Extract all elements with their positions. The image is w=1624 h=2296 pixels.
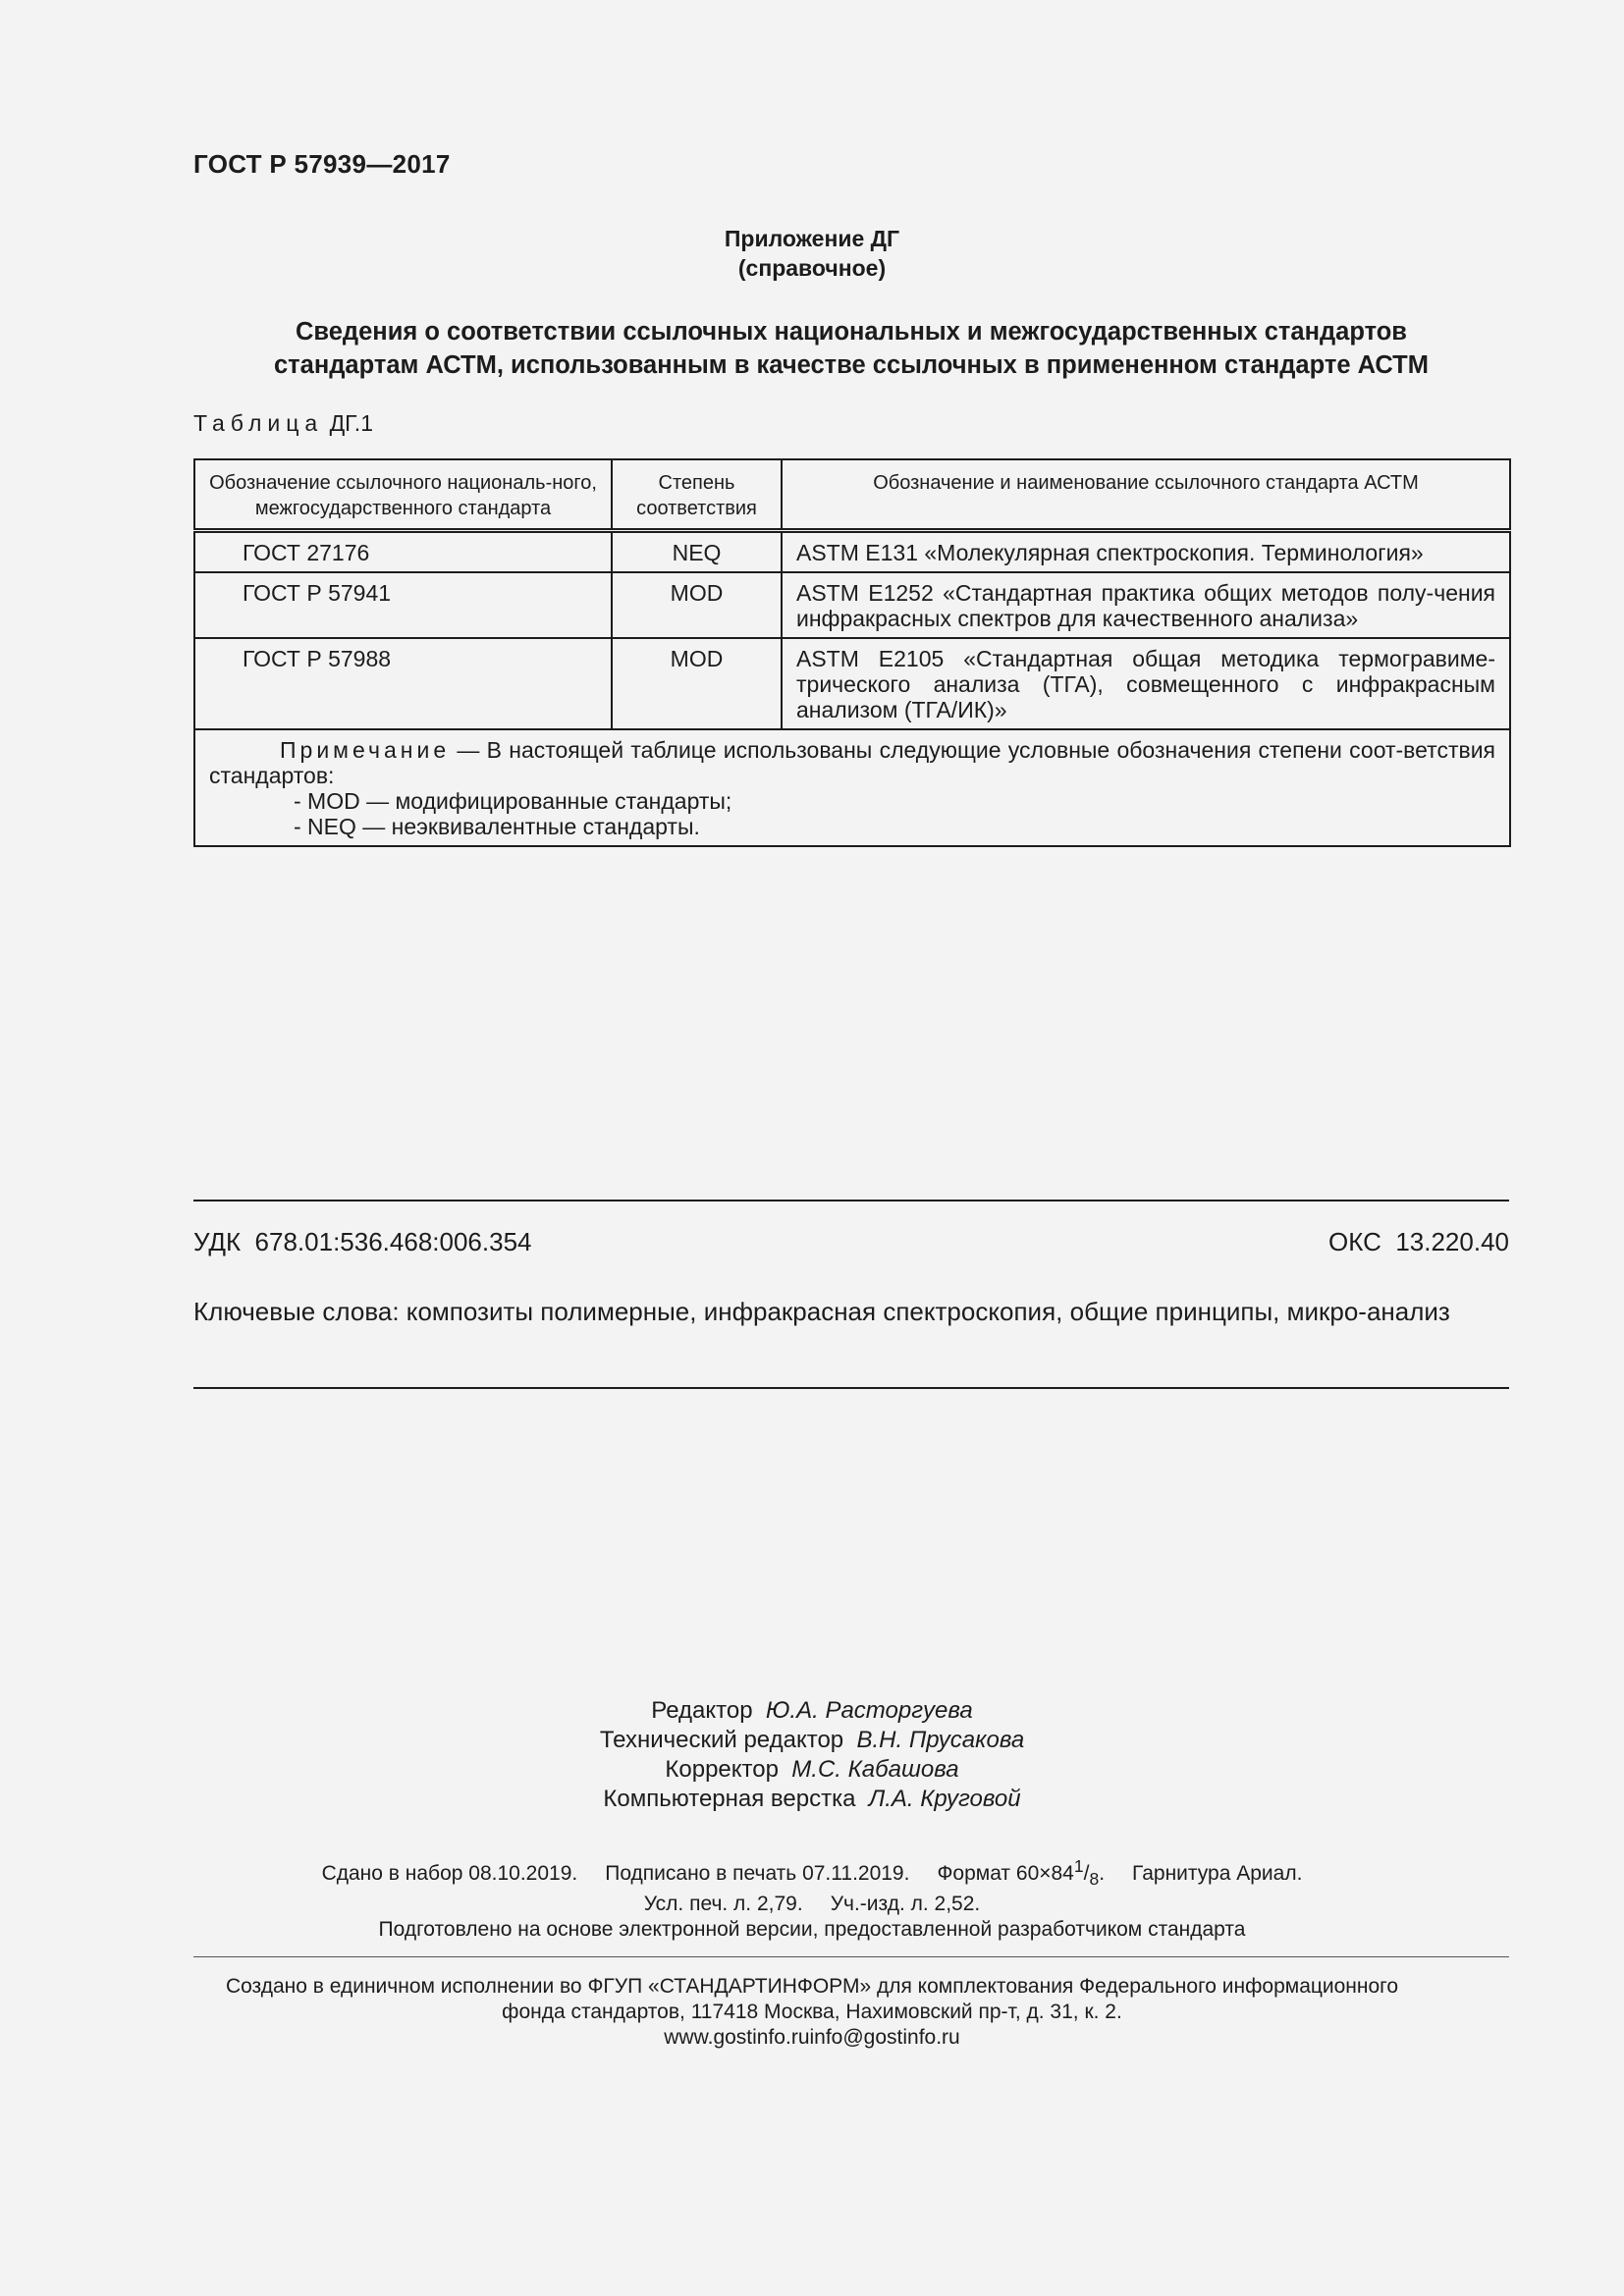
main-title-line-1: Сведения о соответствии ссылочных национальных и межгосударственных стандартов <box>296 318 1407 346</box>
typeset-date: Сдано в набор 08.10.2019. <box>321 1862 578 1885</box>
table-caption <box>193 410 373 437</box>
conformity-degree: NEQ <box>612 531 782 573</box>
credit-name: В.Н. Прусакова <box>856 1727 1025 1753</box>
publisher-website[interactable]: www.gostinfo.ru <box>664 2026 810 2049</box>
table-row <box>194 572 1510 638</box>
table-caption-number: ДГ.1 <box>329 410 373 436</box>
table-header-cell: Степень соответствия <box>612 459 782 531</box>
keywords: Ключевые слова: композиты полимерные, инфракрасная спектроскопия, общие принципы, микро-анализ <box>193 1297 1450 1326</box>
table-header-cell: Обозначение и наименование ссылочного стандарта АСТМ <box>782 459 1510 531</box>
table-caption-word: Таблица <box>193 410 324 436</box>
oks-code: ОКС 13.220.40 <box>1328 1227 1509 1256</box>
print-sheets: Усл. печ. л. 2,79. <box>643 1893 803 1916</box>
publication-sheets: Уч.-изд. л. 2,52. <box>830 1893 981 1916</box>
credits <box>0 1696 1624 1814</box>
divider-publisher <box>193 1956 1509 1957</box>
publisher-contacts <box>0 2025 1624 2051</box>
credit-line <box>0 1696 1624 1726</box>
note-item: - MOD — модифицированные стандарты; <box>294 788 732 814</box>
credit-name: Л.А. Круговой <box>868 1786 1021 1812</box>
publisher-email[interactable]: info@gostinfo.ru <box>809 2026 960 2049</box>
table-note <box>194 729 1510 846</box>
standard-designation: ГОСТ 27176 <box>194 531 612 573</box>
conformity-degree: MOD <box>612 638 782 729</box>
credit-role: Компьютерная верстка <box>603 1786 856 1812</box>
main-title-line-2: стандартам АСТМ, использованным в качестве ссылочных в примененном стандарте АСТМ <box>273 351 1429 379</box>
conformity-degree: MOD <box>612 572 782 638</box>
annex-title: Приложение ДГ <box>724 226 900 251</box>
credit-name: М.С. Кабашова <box>791 1756 959 1783</box>
credit-line <box>0 1755 1624 1785</box>
table-row <box>194 531 1510 573</box>
table-header-row <box>194 459 1510 531</box>
note-label: Примечание <box>280 737 451 763</box>
standard-designation: ГОСТ Р 57988 <box>194 638 612 729</box>
table-note-row <box>194 729 1510 846</box>
table-row <box>194 638 1510 729</box>
annex-heading <box>0 224 1624 283</box>
credit-role: Технический редактор <box>599 1727 844 1753</box>
standard-designation: ГОСТ Р 57941 <box>194 572 612 638</box>
print-format: Формат $60\times 84^1/_8$. <box>937 1856 1106 1890</box>
astm-standard: ASTM E1252 «Стандартная практика общих методов полу-чения инфракрасных спектров для качественного анализа» <box>782 572 1510 638</box>
print-info-line-2 <box>0 1892 1624 1917</box>
udc-code: УДК 678.01:536.468:006.354 <box>193 1227 532 1256</box>
credit-role: Корректор <box>665 1756 779 1783</box>
credit-name: Ю.А. Расторгуева <box>765 1697 973 1724</box>
main-title <box>193 315 1509 382</box>
prepared-note: Подготовлено на основе электронной версии, предоставленной разработчиком стандарта <box>378 1918 1246 1942</box>
note-text <box>209 737 1495 788</box>
standards-table <box>193 458 1511 847</box>
credit-line <box>0 1785 1624 1814</box>
signed-date: Подписано в печать 07.11.2019. <box>605 1862 910 1885</box>
note-body: — В настоящей таблице использованы следующие условные обозначения степени соот-ветствия стандартов: <box>209 737 1495 788</box>
document-code: ГОСТ Р 57939—2017 <box>193 149 451 179</box>
annex-subtitle: (справочное) <box>737 255 887 281</box>
divider-top <box>193 1200 1509 1201</box>
print-info-line-1 <box>0 1853 1624 1892</box>
astm-standard: ASTM E131 «Молекулярная спектроскопия. Терминология» <box>782 531 1510 573</box>
publisher-line-2: фонда стандартов, 117418 Москва, Нахимовский пр-т, д. 31, к. 2. <box>502 2001 1122 2023</box>
print-info <box>0 1853 1624 1943</box>
divider-bottom <box>193 1387 1509 1389</box>
typeface: Гарнитура Ариал. <box>1132 1862 1303 1885</box>
table-header-cell: Обозначение ссылочного националь-ного, межгосударственного стандарта <box>194 459 612 531</box>
publisher-info <box>0 1974 1624 2051</box>
publisher-line-1: Создано в единичном исполнении во ФГУП «СТАНДАРТИНФОРМ» для комплектования Федерального информационного <box>225 1975 1399 1998</box>
note-item: - NEQ — неэквивалентные стандарты. <box>294 814 700 839</box>
astm-standard: ASTM E2105 «Стандартная общая методика термогравиме-трического анализа (ТГА), совмещенного с инфракрасным анализом (ТГА/ИК)» <box>782 638 1510 729</box>
credit-role: Редактор <box>651 1697 753 1724</box>
credit-line <box>0 1726 1624 1755</box>
